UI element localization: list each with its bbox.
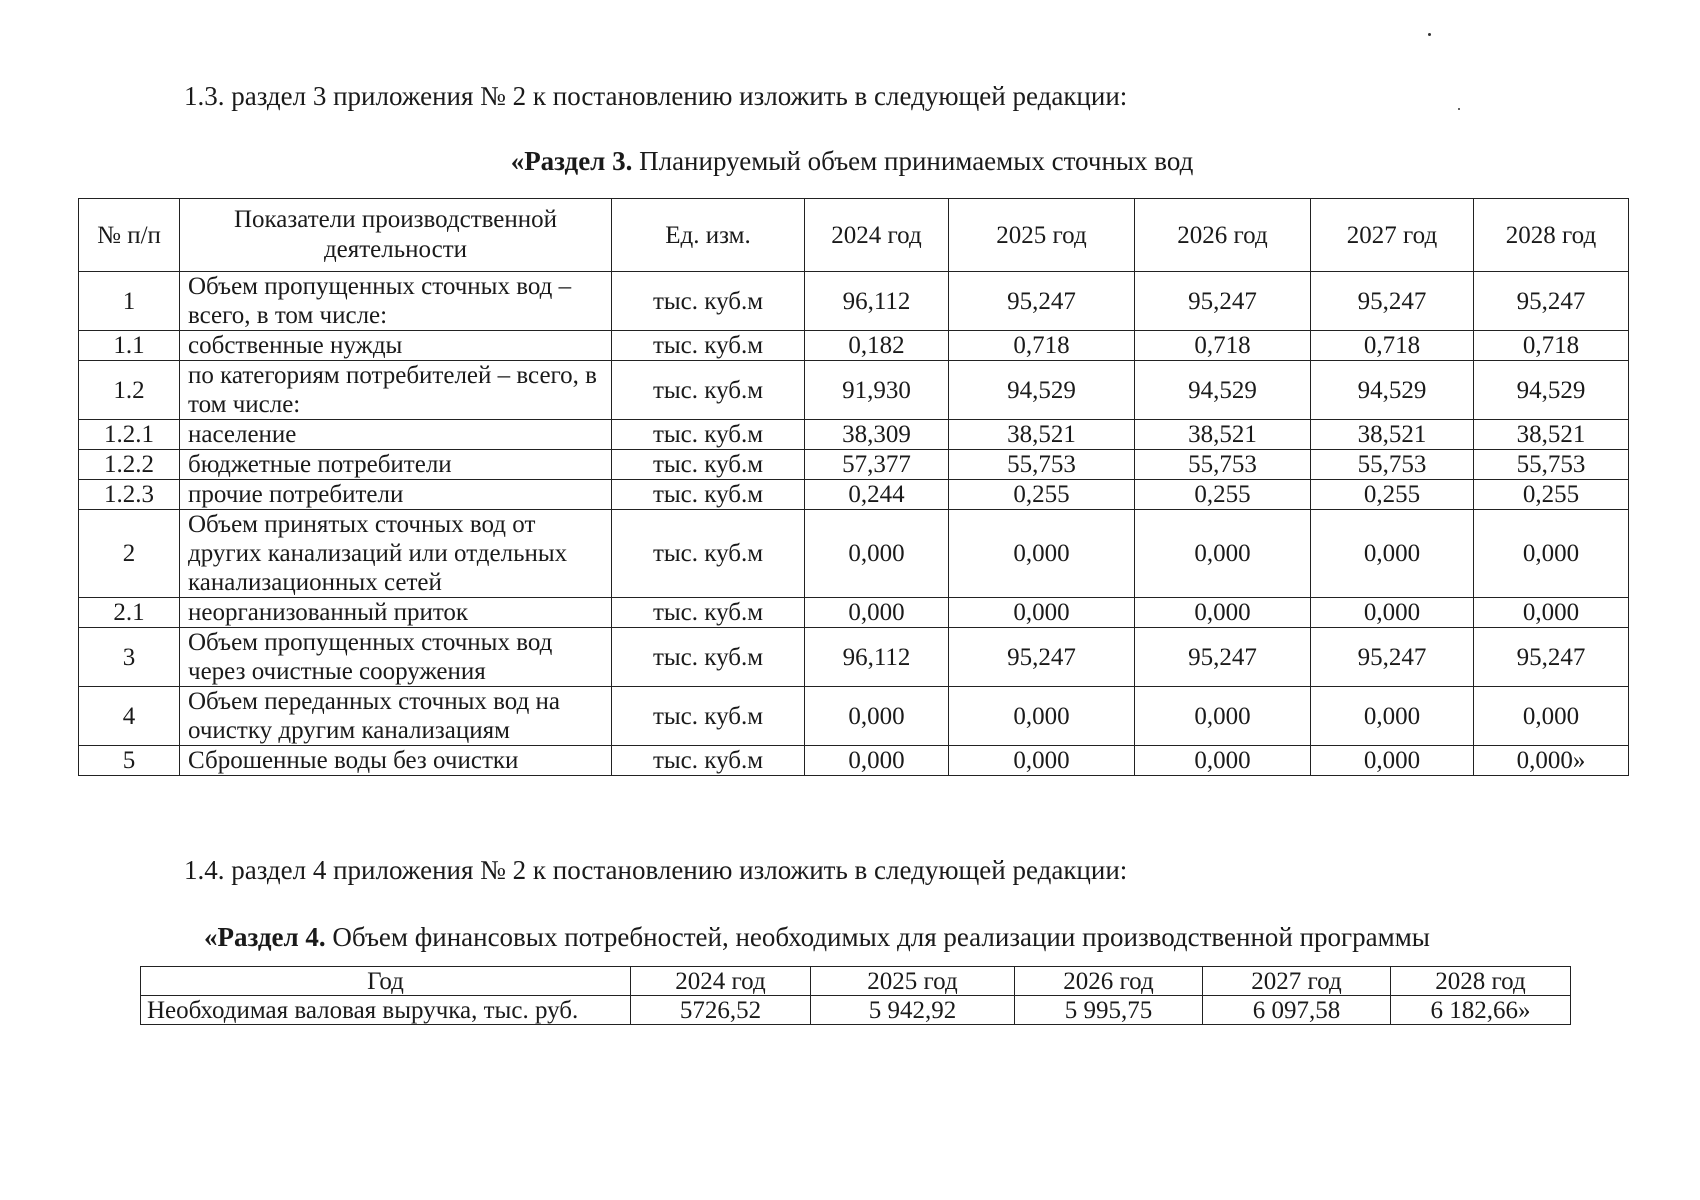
row-value-2025: 55,753 [949,450,1135,480]
row-value-2026: 55,753 [1135,450,1311,480]
row-value-2028: 6 182,66» [1391,996,1571,1025]
row-value-2028: 0,000 [1474,598,1629,628]
table-row [141,996,1571,1025]
header-year-2028: 2028 год [1391,967,1571,996]
row-value-2027: 0,000 [1311,687,1474,746]
section-3-table [78,198,1629,776]
row-num: 1.2.3 [79,480,180,510]
row-unit: тыс. куб.м [612,420,805,450]
row-value-2027: 0,000 [1311,598,1474,628]
header-year-2028: 2028 год [1474,199,1629,272]
row-num: 3 [79,628,180,687]
row-value-2027: 0,000 [1311,746,1474,776]
row-num: 1.2 [79,361,180,420]
table-row [79,331,1629,361]
row-value-2024: 38,309 [805,420,949,450]
row-value-2025: 0,718 [949,331,1135,361]
row-unit: тыс. куб.м [612,687,805,746]
row-value-2028: 0,000 [1474,687,1629,746]
row-indicator: население [180,420,612,450]
section-4-table [140,966,1571,1025]
row-value-2028: 0,718 [1474,331,1629,361]
row-num: 2.1 [79,598,180,628]
paragraph-1-3: 1.3. раздел 3 приложения № 2 к постановлению изложить в следующей редакции: [184,81,1128,111]
table-row [79,272,1629,331]
row-value-2028: 0,000» [1474,746,1629,776]
header-num: № п/п [79,199,180,272]
row-value-2024: 0,000 [805,746,949,776]
section-3-title [0,145,1540,177]
row-num: 1.2.1 [79,420,180,450]
header-year-2027: 2027 год [1311,199,1474,272]
header-year-2025: 2025 год [811,967,1015,996]
row-num: 5 [79,746,180,776]
row-unit: тыс. куб.м [612,510,805,598]
row-value-2025: 0,000 [949,598,1135,628]
row-value-2024: 0,244 [805,480,949,510]
section-3-title-bold: «Раздел 3. [510,146,633,176]
table-row [79,450,1629,480]
row-value-2024: 0,000 [805,687,949,746]
row-value-2027: 0,718 [1311,331,1474,361]
row-value-2024: 0,182 [805,331,949,361]
row-value-2025: 94,529 [949,361,1135,420]
row-value-2026: 95,247 [1135,628,1311,687]
row-value-2026: 38,521 [1135,420,1311,450]
row-value-2026: 0,000 [1135,746,1311,776]
header-indicator: Показатели производственной деятельности [180,199,612,272]
row-unit: тыс. куб.м [612,746,805,776]
row-unit: тыс. куб.м [612,450,805,480]
header-year-label: Год [141,967,631,996]
row-indicator: по категориям потребителей – всего, в том числе: [180,361,612,420]
table-row [79,361,1629,420]
table-row [79,510,1629,598]
section-3-title-rest: Планируемый объем принимаемых сточных вод [632,146,1194,176]
row-value-2024: 0,000 [805,598,949,628]
row-value-2028: 95,247 [1474,272,1629,331]
row-indicator: Объем пропущенных сточных вод – всего, в том числе: [180,272,612,331]
row-value-2024: 96,112 [805,628,949,687]
row-value-2025: 95,247 [949,272,1135,331]
row-indicator: Объем пропущенных сточных вод через очистные сооружения [180,628,612,687]
row-unit: тыс. куб.м [612,331,805,361]
row-value-2024: 96,112 [805,272,949,331]
row-indicator: бюджетные потребители [180,450,612,480]
row-value-2024: 57,377 [805,450,949,480]
scan-speck [1458,108,1460,110]
row-unit: тыс. куб.м [612,361,805,420]
row-value-2025: 0,000 [949,746,1135,776]
row-value-2027: 55,753 [1311,450,1474,480]
row-value-2026: 0,000 [1135,598,1311,628]
row-unit: тыс. куб.м [612,272,805,331]
row-unit: тыс. куб.м [612,628,805,687]
section-4-title-bold: «Раздел 4. [204,922,326,952]
row-indicator: Объем принятых сточных вод от других канализаций или отдельных канализационных сетей [180,510,612,598]
header-year-2026: 2026 год [1015,967,1203,996]
row-value-2028: 94,529 [1474,361,1629,420]
header-year-2025: 2025 год [949,199,1135,272]
row-value-2026: 5 995,75 [1015,996,1203,1025]
row-num: 4 [79,687,180,746]
row-value-2028: 0,255 [1474,480,1629,510]
table-header-row [79,199,1629,272]
section-4-title-rest: Объем финансовых потребностей, необходимых для реализации производственной программы [325,922,1430,952]
row-value-2026: 94,529 [1135,361,1311,420]
row-num: 1.1 [79,331,180,361]
row-value-2025: 38,521 [949,420,1135,450]
row-value-2026: 0,255 [1135,480,1311,510]
row-value-2026: 95,247 [1135,272,1311,331]
row-value-2027: 0,000 [1311,510,1474,598]
row-value-2025: 5 942,92 [811,996,1015,1025]
header-year-2027: 2027 год [1203,967,1391,996]
row-value-2026: 0,000 [1135,687,1311,746]
row-value-2024: 5726,52 [631,996,811,1025]
table-row [79,687,1629,746]
section-4-title [204,921,1430,953]
row-indicator: неорганизованный приток [180,598,612,628]
table-row [79,746,1629,776]
row-num: 1 [79,272,180,331]
row-num: 2 [79,510,180,598]
row-value-2028: 38,521 [1474,420,1629,450]
table-row [79,598,1629,628]
header-unit: Ед. изм. [612,199,805,272]
row-unit: тыс. куб.м [612,480,805,510]
row-value-2025: 95,247 [949,628,1135,687]
row-num: 1.2.2 [79,450,180,480]
table-row [79,480,1629,510]
row-value-2027: 95,247 [1311,272,1474,331]
header-year-2024: 2024 год [631,967,811,996]
row-indicator: собственные нужды [180,331,612,361]
row-value-2028: 0,000 [1474,510,1629,598]
scan-speck [1428,33,1431,36]
row-value-2027: 38,521 [1311,420,1474,450]
table-row [79,420,1629,450]
row-value-2028: 95,247 [1474,628,1629,687]
row-value-2026: 0,000 [1135,510,1311,598]
header-year-2026: 2026 год [1135,199,1311,272]
row-value-2027: 6 097,58 [1203,996,1391,1025]
paragraph-1-4: 1.4. раздел 4 приложения № 2 к постановлению изложить в следующей редакции: [184,855,1128,885]
row-unit: тыс. куб.м [612,598,805,628]
row-label: Необходимая валовая выручка, тыс. руб. [141,996,631,1025]
row-indicator: Сброшенные воды без очистки [180,746,612,776]
row-value-2025: 0,000 [949,510,1135,598]
row-indicator: прочие потребители [180,480,612,510]
row-value-2025: 0,000 [949,687,1135,746]
row-value-2027: 94,529 [1311,361,1474,420]
row-value-2027: 0,255 [1311,480,1474,510]
table-header-row [141,967,1571,996]
row-value-2025: 0,255 [949,480,1135,510]
row-indicator: Объем переданных сточных вод на очистку другим канализациям [180,687,612,746]
row-value-2027: 95,247 [1311,628,1474,687]
row-value-2026: 0,718 [1135,331,1311,361]
row-value-2024: 0,000 [805,510,949,598]
row-value-2028: 55,753 [1474,450,1629,480]
row-value-2024: 91,930 [805,361,949,420]
header-year-2024: 2024 год [805,199,949,272]
table-row [79,628,1629,687]
